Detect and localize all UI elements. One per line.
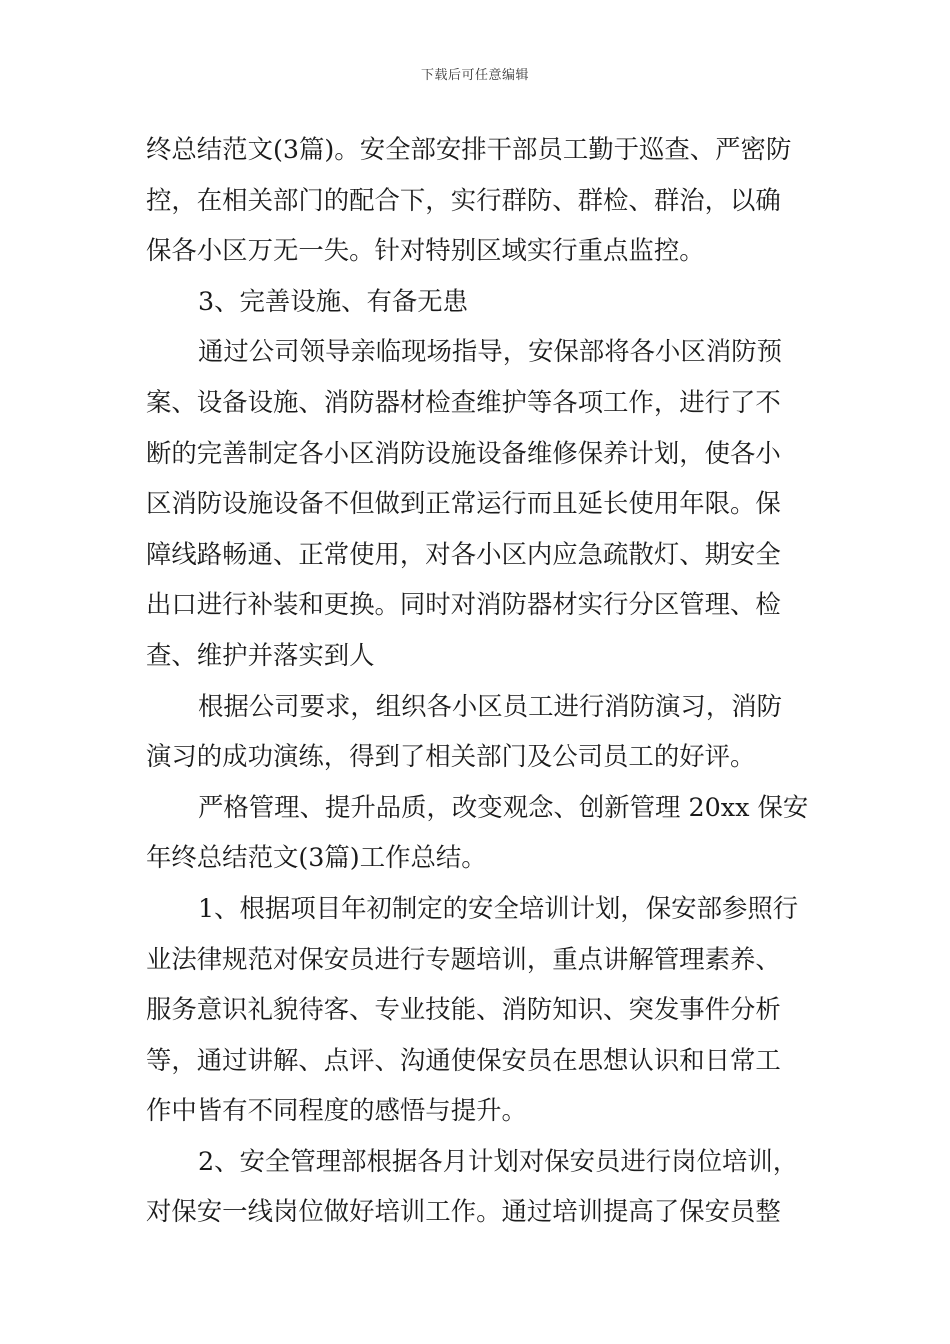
section-heading-3: 3、完善设施、有备无患 <box>198 285 469 316</box>
text-line-16: 1、根据项目年初制定的安全培训计划，保安部参照行 <box>198 892 799 923</box>
text-line-5: 通过公司领导亲临现场指导，安保部将各小区消防预 <box>198 336 782 367</box>
text-line-14: 严格管理、提升品质，改变观念、创新管理 20xx 保安 <box>198 791 809 822</box>
text-line-21: 2、安全管理部根据各月计划对保安员进行岗位培训， <box>198 1145 799 1176</box>
text-line-9: 障线路畅通、正常使用，对各小区内应急疏散灯、期安全 <box>146 538 781 569</box>
text-line-19: 等，通过讲解、点评、沟通使保安员在思想认识和日常工 <box>146 1044 781 1075</box>
text-line-20: 作中皆有不同程度的感悟与提升。 <box>146 1095 527 1126</box>
text-line-3: 保各小区万无一失。针对特别区域实行重点监控。 <box>146 235 705 266</box>
text-line-13: 演习的成功演练，得到了相关部门及公司员工的好评。 <box>146 741 756 772</box>
text-line-10: 出口进行补装和更换。同时对消防器材实行分区管理、检 <box>146 589 781 620</box>
text-line-22: 对保安一线岗位做好培训工作。通过培训提高了保安员整 <box>146 1196 781 1227</box>
text-line-8: 区消防设施设备不但做到正常运行而且延长使用年限。保 <box>146 488 781 519</box>
text-line-1: 终总结范文(3篇)。安全部安排干部员工勤于巡查、严密防 <box>146 134 792 164</box>
document-body <box>146 124 814 1237</box>
text-line-15: 年终总结范文(3篇)工作总结。 <box>146 842 487 873</box>
text-line-2: 控，在相关部门的配合下，实行群防、群检、群治，以确 <box>146 184 781 215</box>
text-line-7: 断的完善制定各小区消防设施设备维修保养计划，使各小 <box>146 437 781 468</box>
text-line-18: 服务意识礼貌待客、专业技能、消防知识、突发事件分析 <box>146 994 781 1025</box>
text-line-17: 业法律规范对保安员进行专题培训，重点讲解管理素养、 <box>146 943 781 974</box>
text-line-12: 根据公司要求，组织各小区员工进行消防演习，消防 <box>198 690 782 721</box>
text-line-6: 案、设备设施、消防器材检查维护等各项工作，进行了不 <box>146 386 781 417</box>
page-header: 下载后可任意编辑 <box>420 68 529 83</box>
text-line-11: 查、维护并落实到人 <box>146 639 375 670</box>
